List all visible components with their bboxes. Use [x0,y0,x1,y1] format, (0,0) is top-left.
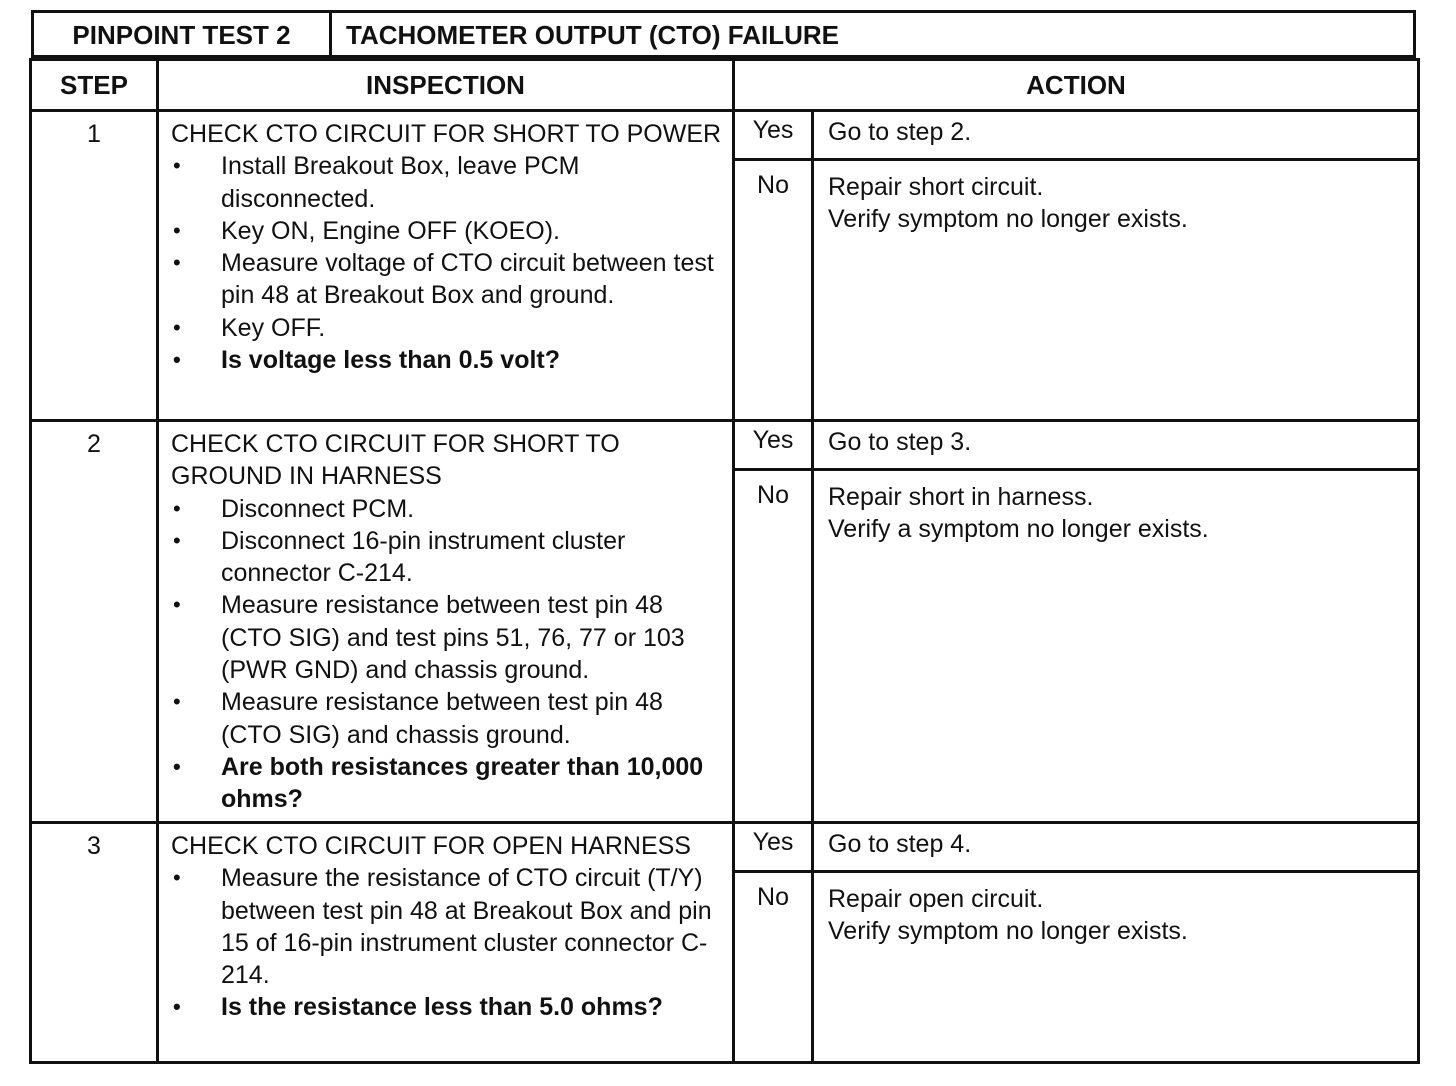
inspection-list [171,150,724,376]
inspection-list [171,862,724,1023]
no-action-line: Verify symptom no longer exists. [828,917,1188,945]
action-cell [734,421,1419,823]
step-number: 1 [31,111,158,421]
header-inspection: INSPECTION [158,60,734,111]
pinpoint-test-table [29,58,1420,1064]
inspection-list [171,493,724,816]
inspection-cell [158,823,734,1063]
inspection-bullet: • Measure resistance between test pin 48 (CTO SIG) and test pins 51, 76, 77 or 103 (PWR GND) and chassis ground. [171,589,724,686]
yes-label: Yes [735,824,813,872]
header-step: STEP [31,60,158,111]
yes-action: Go to step 3. [813,422,1418,470]
step-row [31,823,1419,1063]
inspection-question: • Are both resistances greater than 10,000 ohms? [171,751,724,816]
inspection-cell [158,111,734,421]
action-cell [734,823,1419,1063]
inspection-cell [158,421,734,823]
no-action [813,160,1418,420]
no-label: No [735,872,813,1062]
no-action-line: Verify a symptom no longer exists. [828,515,1209,543]
no-label: No [735,470,813,822]
step-row [31,421,1419,823]
inspection-bullet: • Measure resistance between test pin 48 (CTO SIG) and chassis ground. [171,686,724,751]
inspection-bullet: • Disconnect PCM. [171,493,724,525]
yes-action: Go to step 4. [813,824,1418,872]
inspection-heading: CHECK CTO CIRCUIT FOR SHORT TO POWER [171,120,722,148]
yes-label: Yes [735,112,813,160]
inspection-heading: CHECK CTO CIRCUIT FOR SHORT TO GROUND IN HARNESS [171,430,620,491]
test-id: PINPOINT TEST 2 [34,13,332,55]
no-action-line: Verify symptom no longer exists. [828,205,1188,233]
inspection-bullet: • Key ON, Engine OFF (KOEO). [171,215,724,247]
no-action-line: Repair open circuit. [828,885,1044,913]
inspection-question: • Is voltage less than 0.5 volt? [171,344,724,376]
inspection-bullet: • Measure voltage of CTO circuit between test pin 48 at Breakout Box and ground. [171,247,724,312]
no-action-line: Repair short circuit. [828,173,1044,201]
action-cell [734,111,1419,421]
inspection-bullet: • Install Breakout Box, leave PCM disconnected. [171,150,724,215]
step-row [31,111,1419,421]
inspection-bullet: • Measure the resistance of CTO circuit (T/Y) between test pin 48 at Breakout Box and pin 15 of 16-pin instrument cluster connector C-214. [171,862,724,991]
no-action [813,470,1418,822]
inspection-bullet: • Key OFF. [171,312,724,344]
step-number: 2 [31,421,158,823]
no-action [813,872,1418,1062]
no-label: No [735,160,813,420]
yes-action: Go to step 2. [813,112,1418,160]
inspection-bullet: • Disconnect 16-pin instrument cluster connector C-214. [171,525,724,590]
yes-label: Yes [735,422,813,470]
inspection-question: • Is the resistance less than 5.0 ohms? [171,991,724,1023]
no-action-line: Repair short in harness. [828,483,1094,511]
test-title-bar [31,10,1416,58]
header-action: ACTION [734,60,1419,111]
step-number: 3 [31,823,158,1063]
test-name: TACHOMETER OUTPUT (CTO) FAILURE [346,20,840,50]
inspection-heading: CHECK CTO CIRCUIT FOR OPEN HARNESS [171,832,691,860]
